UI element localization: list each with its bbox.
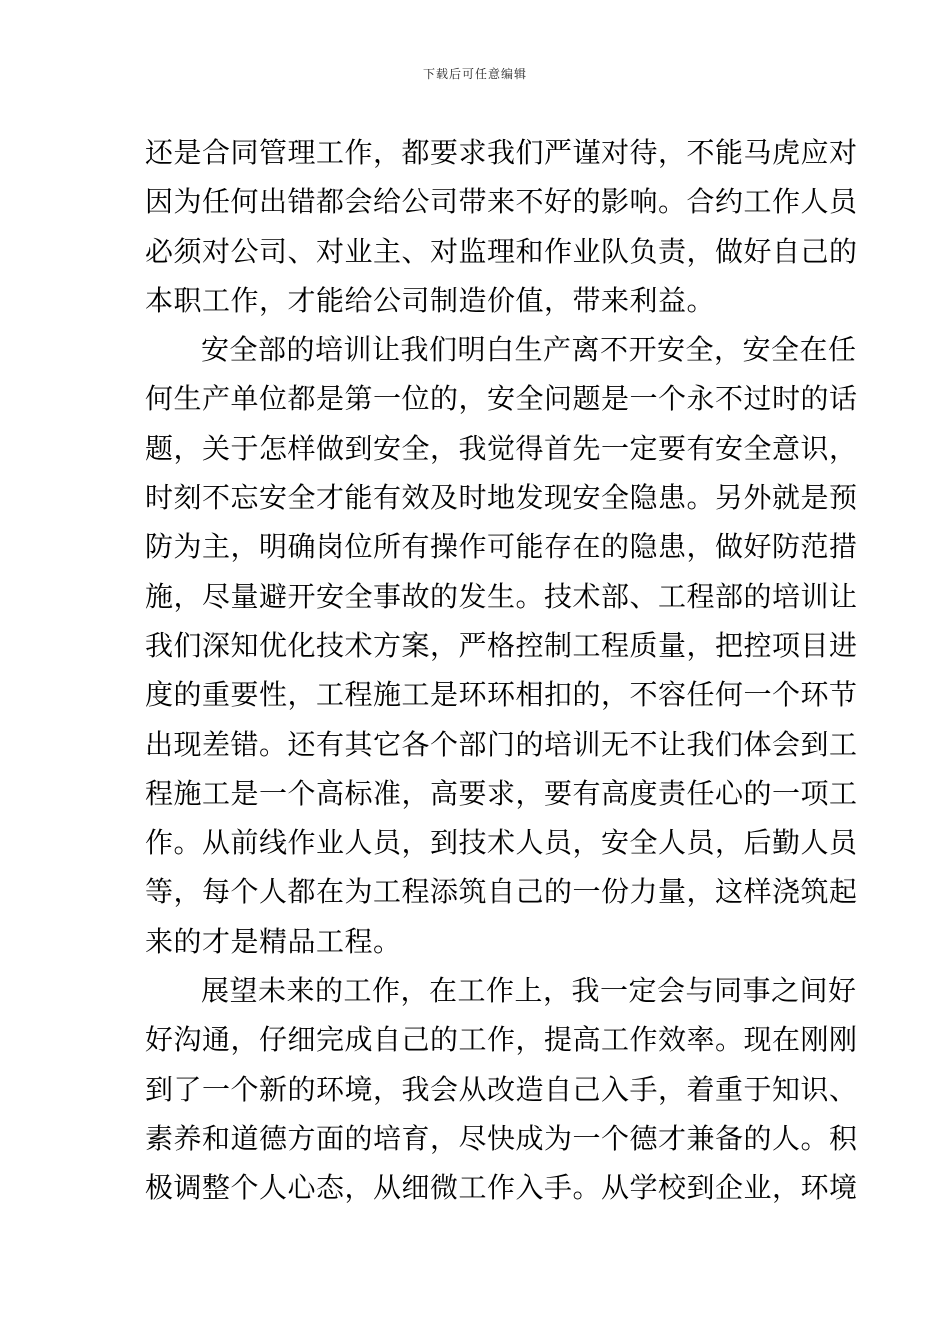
text-line: 时刻不忘安全才能有效及时地发现安全隐患。另外就是预 [145, 481, 858, 515]
text-line: 本职工作，才能给公司制造价值，带来利益。 [145, 283, 716, 317]
text-line: 我们深知优化技术方案，严格控制工程质量，把控项目进 [145, 628, 858, 662]
text-line: 展望未来的工作，在工作上，我一定会与同事之间好 [201, 974, 857, 1008]
text-line: 安全部的培训让我们明白生产离不开安全，安全在任 [201, 333, 857, 367]
text-line: 施，尽量避开安全事故的发生。技术部、工程部的培训让 [145, 579, 858, 613]
text-line: 程施工是一个高标准，高要求，要有高度责任心的一项工 [145, 776, 858, 810]
text-line: 等，每个人都在为工程添筑自己的一份力量，这样浇筑起 [145, 875, 858, 909]
text-line: 作。从前线作业人员，到技术人员，安全人员，后勤人员 [145, 826, 858, 860]
text-line: 必须对公司、对业主、对监理和作业队负责，做好自己的 [145, 234, 858, 268]
text-line: 还是合同管理工作，都要求我们严谨对待，不能马虎应对 [145, 136, 858, 169]
paragraph-3 [145, 966, 858, 1212]
text-line: 素养和道德方面的培育，尽快成为一个德才兼备的人。积 [145, 1121, 858, 1155]
body-text [145, 128, 858, 1213]
text-line: 防为主，明确岗位所有操作可能存在的隐患，做好防范措 [145, 530, 858, 564]
text-line: 出现差错。还有其它各个部门的培训无不让我们体会到工 [145, 727, 858, 761]
text-line: 因为任何出错都会给公司带来不好的影响。合约工作人员 [145, 185, 858, 219]
text-line: 度的重要性，工程施工是环环相扣的，不容任何一个环节 [145, 678, 858, 712]
page-header: 下载后可任意编辑 [422, 67, 527, 81]
text-line: 何生产单位都是第一位的，安全问题是一个永不过时的话 [145, 382, 858, 416]
text-line: 题，关于怎样做到安全，我觉得首先一定要有安全意识， [145, 431, 858, 465]
text-line: 好沟通，仔细完成自己的工作，提高工作效率。现在刚刚 [145, 1023, 858, 1057]
paragraph-1 [145, 128, 858, 325]
text-line: 来的才是精品工程。 [145, 924, 402, 958]
text-line: 到了一个新的环境，我会从改造自己入手，着重于知识、 [145, 1072, 858, 1106]
text-line: 极调整个人心态，从细微工作入手。从学校到企业，环境 [145, 1171, 858, 1205]
paragraph-2 [145, 325, 858, 966]
